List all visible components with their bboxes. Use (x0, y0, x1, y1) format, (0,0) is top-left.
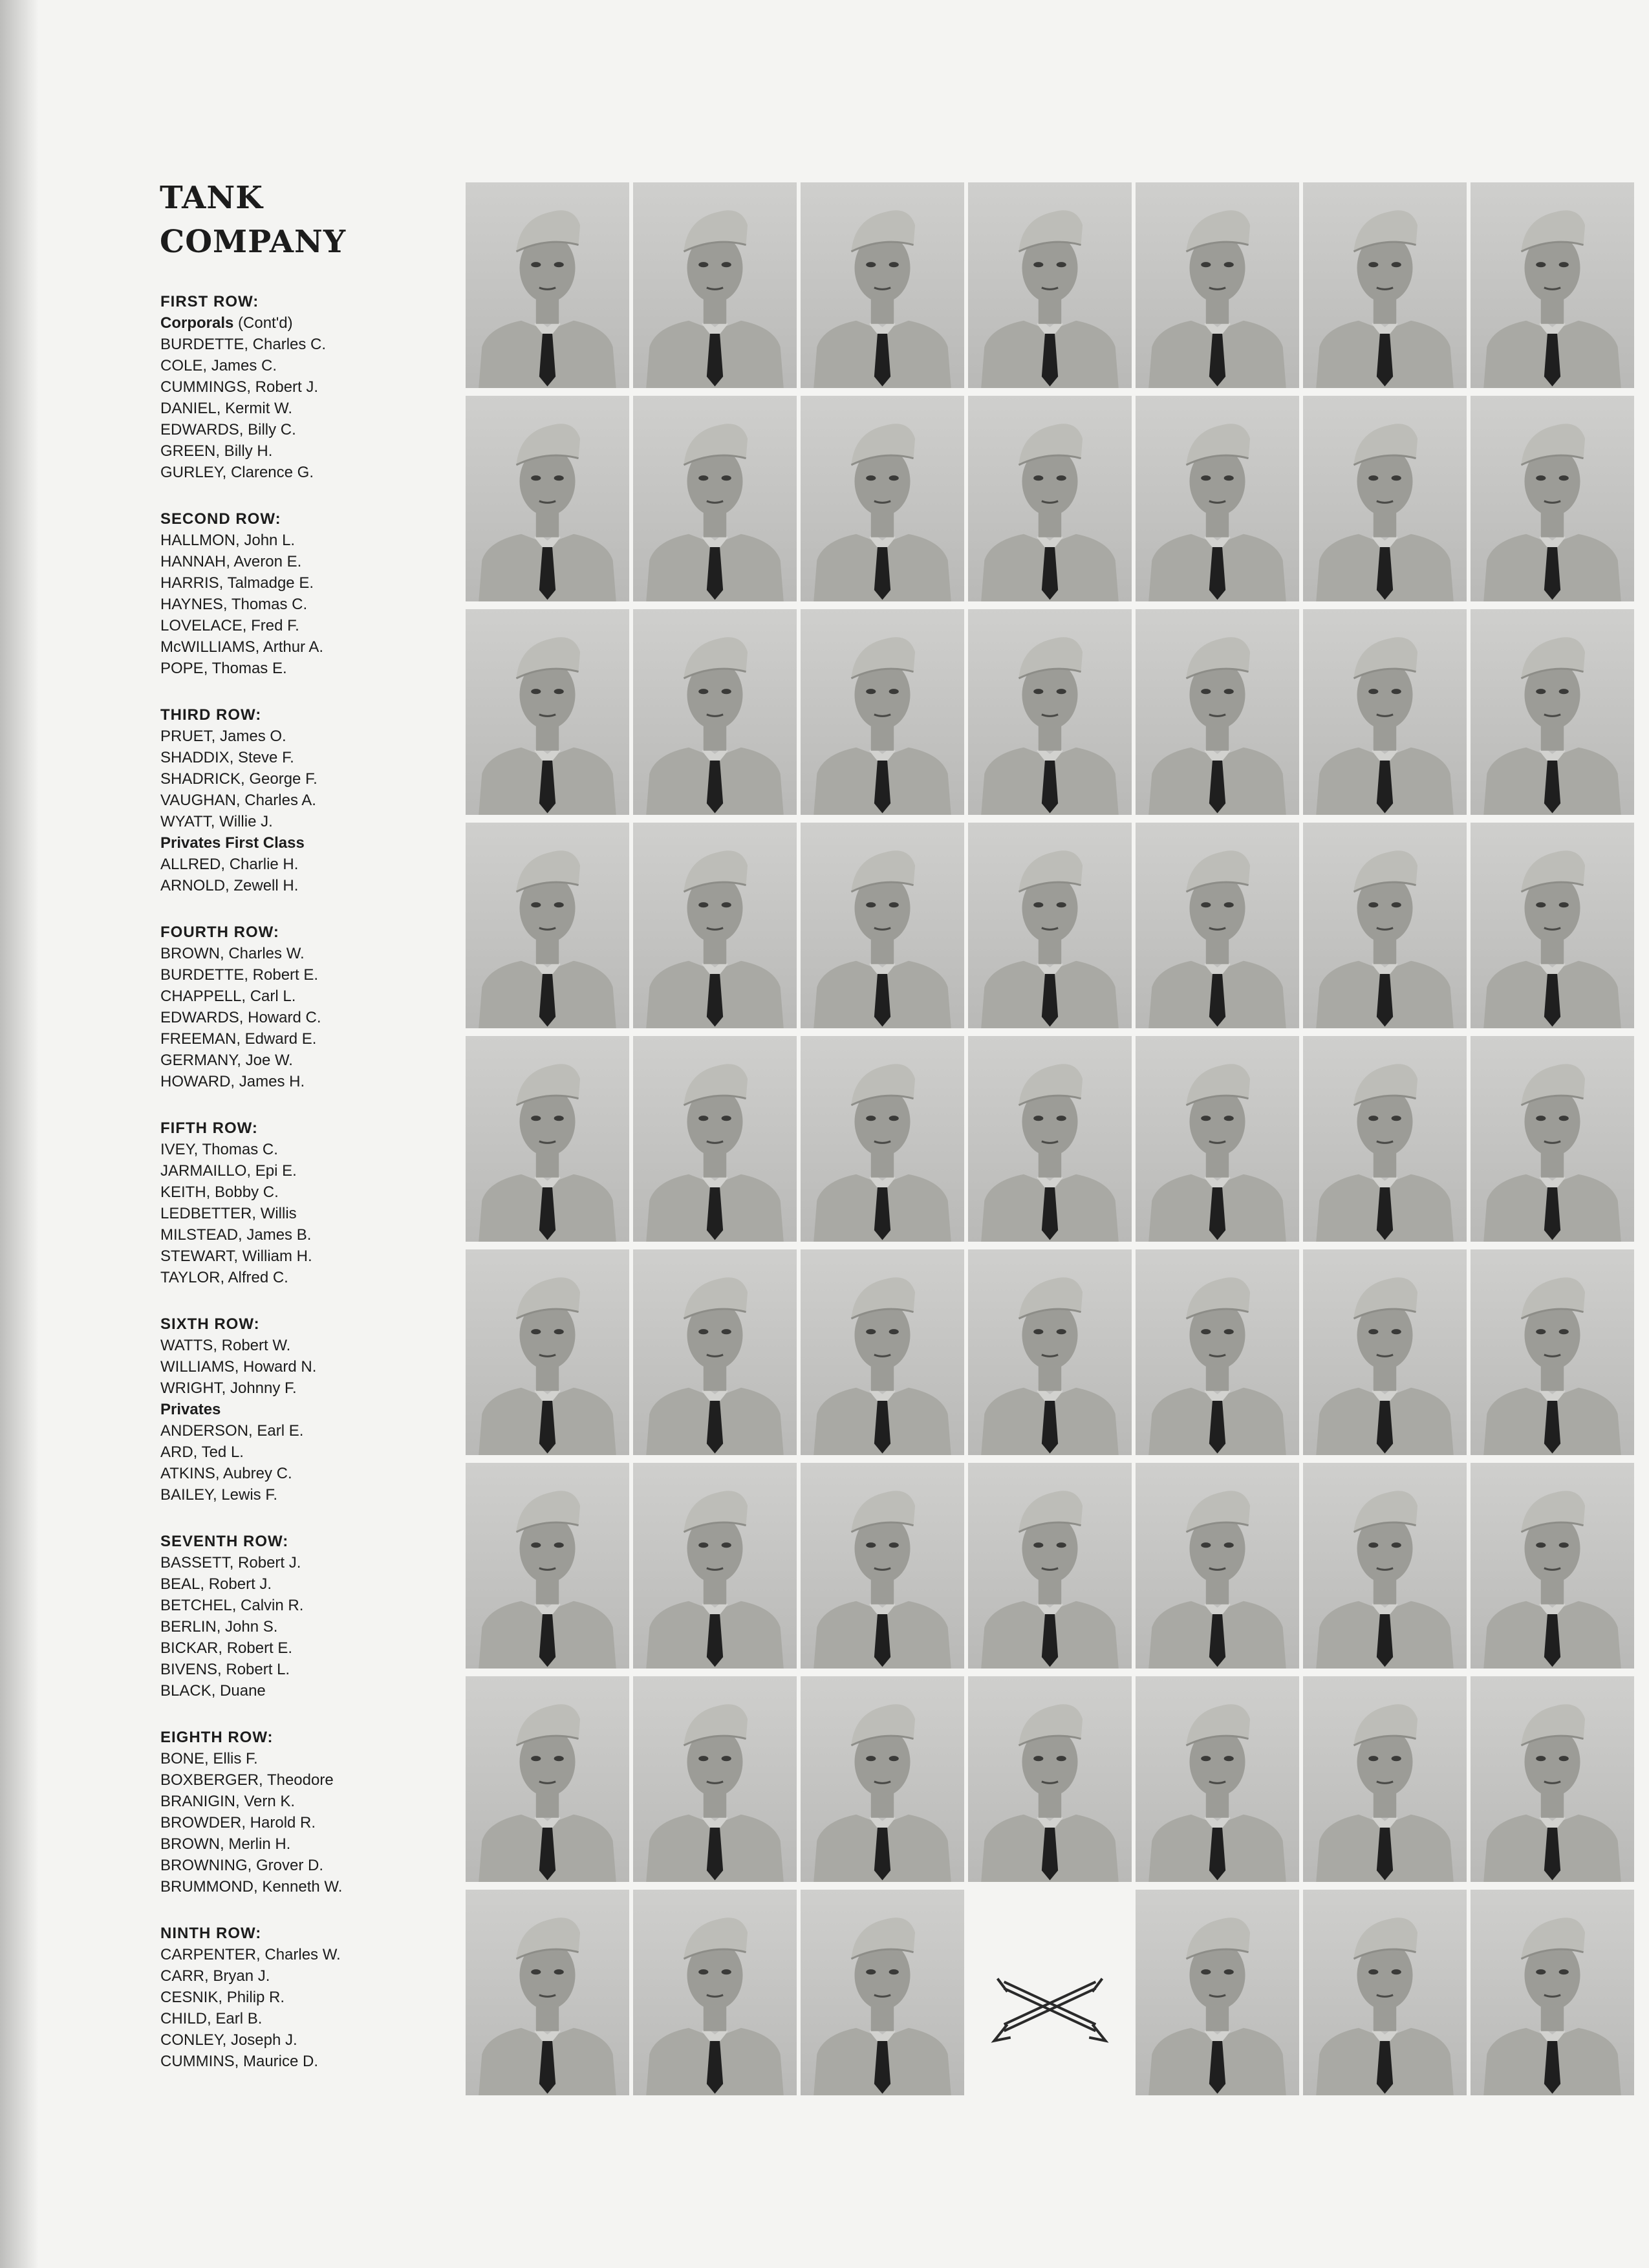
roster-name: BROWN, Charles W. (160, 945, 305, 962)
roster-name: ANDERSON, Earl E. (160, 1422, 304, 1440)
portrait-photo (1303, 1676, 1467, 1882)
roster-name: LEDBETTER, Willis (160, 1205, 297, 1222)
roster-name: ALLRED, Charlie H. (160, 856, 299, 873)
portrait-photo (1136, 1463, 1299, 1669)
roster-name: BASSETT, Robert J. (160, 1554, 301, 1571)
roster-name: MILSTEAD, James B. (160, 1226, 312, 1244)
rank-label: Corporals (160, 314, 234, 332)
portrait-photo (968, 823, 1132, 1028)
title-line-2: COMPANY (160, 224, 347, 260)
row-heading: NINTH ROW: (160, 1925, 262, 1942)
portrait-photo (466, 1036, 629, 1242)
roster-group (160, 1727, 458, 1897)
portrait-photo (968, 609, 1132, 815)
roster-name: FREEMAN, Edward E. (160, 1030, 317, 1048)
portrait-photo (801, 1249, 964, 1455)
portrait-photo (633, 182, 797, 388)
portrait-photo (1136, 396, 1299, 601)
roster-name: EDWARDS, Billy C. (160, 421, 296, 438)
portrait-photo (466, 1890, 629, 2095)
portrait-photo (1471, 609, 1634, 815)
portrait-photo (466, 1463, 629, 1669)
portrait-photo (1136, 1036, 1299, 1242)
roster-name: JARMAILLO, Epi E. (160, 1162, 297, 1180)
roster-name: EDWARDS, Howard C. (160, 1009, 321, 1026)
roster-name: BURDETTE, Charles C. (160, 336, 327, 353)
portrait-photo (466, 1676, 629, 1882)
portrait-photo (633, 1890, 797, 2095)
roster-name: HAYNES, Thomas C. (160, 596, 308, 613)
roster-name: LOVELACE, Fred F. (160, 617, 299, 634)
portrait-photo (466, 823, 629, 1028)
portrait-photo (1471, 1676, 1634, 1882)
roster-name: CONLEY, Joseph J. (160, 2031, 297, 2049)
portrait-photo (1471, 823, 1634, 1028)
roster-name: BIVENS, Robert L. (160, 1661, 290, 1678)
roster-name: CUMMINS, Maurice D. (160, 2053, 319, 2070)
row-heading: FOURTH ROW: (160, 923, 279, 941)
roster-name: BONE, Ellis F. (160, 1750, 258, 1767)
portrait-photo (801, 396, 964, 601)
portrait-photo (1136, 1890, 1299, 2095)
roster-name: GREEN, Billy H. (160, 442, 273, 460)
roster-name: CHILD, Earl B. (160, 2010, 263, 2027)
portrait-photo (801, 823, 964, 1028)
roster-name: KEITH, Bobby C. (160, 1183, 279, 1201)
crossed-rifles-icon (968, 1890, 1132, 2095)
roster-name: HANNAH, Averon E. (160, 553, 302, 570)
roster-group (160, 508, 458, 679)
portrait-photo (968, 1676, 1132, 1882)
roster-name: GURLEY, Clarence G. (160, 464, 314, 481)
roster-name: BROWDER, Harold R. (160, 1814, 316, 1831)
portrait-photo (801, 1463, 964, 1669)
portrait-photo (633, 1036, 797, 1242)
row-heading: FIFTH ROW: (160, 1119, 258, 1137)
roster-name: ARNOLD, Zewell H. (160, 877, 299, 894)
roster-name: PRUET, James O. (160, 728, 286, 745)
roster-name: BICKAR, Robert E. (160, 1639, 293, 1657)
portrait-photo (968, 1463, 1132, 1669)
row-heading: EIGHTH ROW: (160, 1729, 274, 1746)
portrait-photo (1471, 396, 1634, 601)
portrait-photo (1303, 396, 1467, 601)
portrait-photo (1136, 823, 1299, 1028)
name-roster (160, 291, 458, 2097)
portrait-photo (633, 823, 797, 1028)
rank-label: Privates First Class (160, 834, 305, 852)
roster-group (160, 704, 458, 896)
portrait-photo (466, 182, 629, 388)
portrait-photo (1303, 1036, 1467, 1242)
row-heading: SECOND ROW: (160, 510, 281, 528)
portrait-photo (1303, 182, 1467, 388)
row-heading: SIXTH ROW: (160, 1315, 260, 1333)
roster-name: SHADRICK, George F. (160, 770, 318, 788)
roster-name: BRUMMOND, Kenneth W. (160, 1878, 343, 1895)
portrait-photo (1471, 1463, 1634, 1669)
portrait-photo (1136, 1676, 1299, 1882)
portrait-photo (968, 1249, 1132, 1455)
portrait-photo (633, 1249, 797, 1455)
roster-name: VAUGHAN, Charles A. (160, 792, 316, 809)
roster-name: BOXBERGER, Theodore (160, 1771, 334, 1789)
portrait-photo (1136, 609, 1299, 815)
roster-name: BEAL, Robert J. (160, 1575, 272, 1593)
portrait-photo (1471, 1036, 1634, 1242)
roster-name: HOWARD, James H. (160, 1073, 305, 1090)
roster-name: BETCHEL, Calvin R. (160, 1597, 304, 1614)
roster-name: CARR, Bryan J. (160, 1967, 270, 1985)
portrait-photo (968, 182, 1132, 388)
title-line-1: TANK (160, 180, 263, 216)
portrait-photo (801, 182, 964, 388)
portrait-photo (1303, 1890, 1467, 2095)
rank-label: Privates (160, 1401, 221, 1418)
row-heading: SEVENTH ROW: (160, 1533, 289, 1550)
roster-group (160, 1118, 458, 1288)
page-binding-shadow (0, 0, 39, 2268)
roster-name: BAILEY, Lewis F. (160, 1486, 277, 1504)
roster-name: HALLMON, John L. (160, 532, 296, 549)
portrait-photo (466, 609, 629, 815)
rank-heading (160, 832, 458, 854)
portrait-photo (968, 1036, 1132, 1242)
portrait-photo (633, 1676, 797, 1882)
roster-name: ATKINS, Aubrey C. (160, 1465, 292, 1482)
roster-name: CARPENTER, Charles W. (160, 1946, 341, 1963)
row-heading: THIRD ROW: (160, 706, 262, 724)
roster-name: IVEY, Thomas C. (160, 1141, 278, 1158)
roster-name: WILLIAMS, Howard N. (160, 1358, 317, 1376)
portrait-photo (1303, 823, 1467, 1028)
portrait-photo (1303, 609, 1467, 815)
roster-group (160, 1923, 458, 2072)
roster-name: COLE, James C. (160, 357, 277, 374)
portrait-photo (968, 396, 1132, 601)
portrait-photo (633, 1463, 797, 1669)
roster-group (160, 1531, 458, 1701)
portrait-photo (1136, 182, 1299, 388)
roster-name: WATTS, Robert W. (160, 1337, 291, 1354)
portrait-photo (1303, 1249, 1467, 1455)
row-heading: FIRST ROW: (160, 293, 259, 310)
portrait-photo (801, 1676, 964, 1882)
portrait-photo (1471, 182, 1634, 388)
portrait-photo (633, 396, 797, 601)
roster-name: CESNIK, Philip R. (160, 1989, 285, 2006)
portrait-photo (1303, 1463, 1467, 1669)
roster-group (160, 922, 458, 1092)
portrait-photo (633, 609, 797, 815)
portrait-photo (801, 609, 964, 815)
roster-name: BRANIGIN, Vern K. (160, 1793, 296, 1810)
roster-group (160, 1313, 458, 1506)
roster-name: GERMANY, Joe W. (160, 1052, 293, 1069)
rank-heading (160, 1399, 458, 1420)
portrait-photo (466, 1249, 629, 1455)
roster-name: SHADDIX, Steve F. (160, 749, 294, 766)
rank-suffix: (Cont'd) (233, 314, 293, 332)
roster-name: BROWN, Merlin H. (160, 1835, 291, 1853)
roster-name: BERLIN, John S. (160, 1618, 278, 1636)
roster-name: CHAPPELL, Carl L. (160, 988, 296, 1005)
roster-group (160, 291, 458, 483)
roster-name: TAYLOR, Alfred C. (160, 1269, 288, 1286)
portrait-photo (1471, 1890, 1634, 2095)
roster-name: HARRIS, Talmadge E. (160, 574, 314, 592)
roster-name: WYATT, Willie J. (160, 813, 273, 830)
roster-name: CUMMINGS, Robert J. (160, 378, 319, 396)
roster-name: BROWNING, Grover D. (160, 1857, 324, 1874)
rank-heading (160, 312, 458, 334)
roster-name: McWILLIAMS, Arthur A. (160, 638, 324, 656)
portrait-photo (801, 1890, 964, 2095)
roster-name: BLACK, Duane (160, 1682, 266, 1700)
roster-name: DANIEL, Kermit W. (160, 400, 293, 417)
roster-name: WRIGHT, Johnny F. (160, 1379, 297, 1397)
roster-name: ARD, Ted L. (160, 1443, 244, 1461)
roster-name: POPE, Thomas E. (160, 660, 287, 677)
roster-name: STEWART, William H. (160, 1247, 312, 1265)
portrait-photo (1136, 1249, 1299, 1455)
roster-name: BURDETTE, Robert E. (160, 966, 319, 984)
portrait-photo (466, 396, 629, 601)
portrait-photo (801, 1036, 964, 1242)
page-title (160, 176, 346, 264)
portrait-grid (466, 182, 1634, 2095)
portrait-photo (1471, 1249, 1634, 1455)
